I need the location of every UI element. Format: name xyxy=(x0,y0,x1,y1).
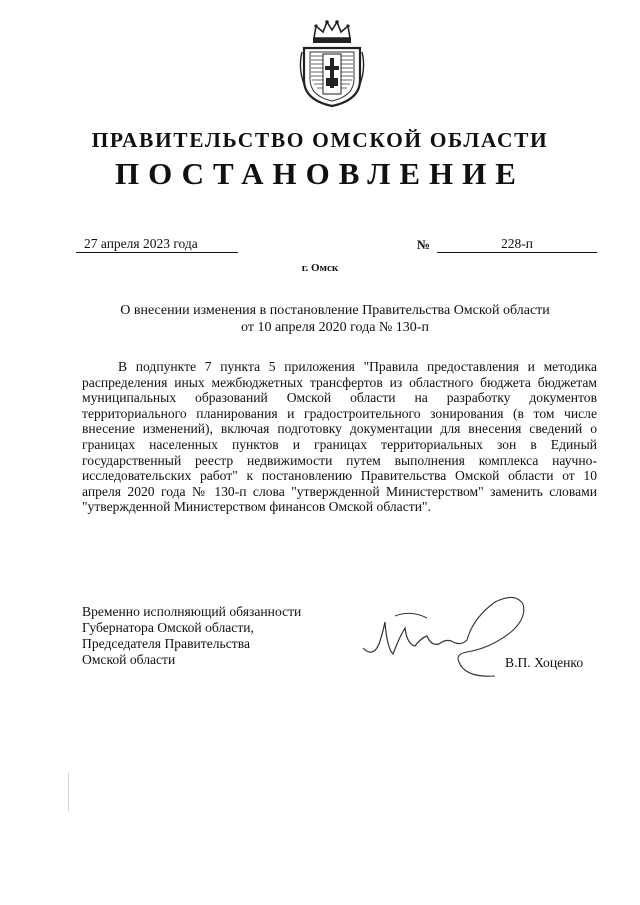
body-paragraph: В подпункте 7 пункта 5 приложения "Правила предоставления и методика распределения иных межбюджетных трансфертов из областного бюджета бюджетам муниципальных образований Омской области на разработку документов территориального планирования и градостроительного зонирования (в том числе внесение изменений), включая подготовку документации для внесения сведений о границах населенных пунктов и границах территориальных зон в Единый государственный реестр недвижимости путем выполнения комплекса научно-исследовательских работ" к постановлению Правительства Омской области от 10 апреля 2020 года № 130-п слова "утвержденной Министерством" заменить словами "утвержденной Министерством финансов Омской области". xyxy=(82,359,597,515)
document-subject xyxy=(90,302,580,336)
signer-line-3: Председателя Правительства xyxy=(82,636,250,651)
subject-line-2: от 10 апреля 2020 года № 130-п xyxy=(241,320,429,335)
number-sign: № xyxy=(417,237,431,252)
scan-margin-mark xyxy=(68,772,69,812)
signer-line-2: Губернатора Омской области, xyxy=(82,620,254,635)
government-title: ПРАВИТЕЛЬСТВО ОМСКОЙ ОБЛАСТИ xyxy=(91,128,549,152)
handwritten-signature xyxy=(355,588,530,683)
signer-line-4: Омской области xyxy=(82,652,176,667)
signer-name: В.П. Хоценко xyxy=(505,655,584,670)
subject-line-1: О внесении изменения в постановление Правительства Омской области xyxy=(120,303,550,318)
document-number: 228-п xyxy=(437,236,597,253)
signer-title-block xyxy=(82,604,382,668)
document-city: г. Омск xyxy=(301,262,339,274)
signer-line-1: Временно исполняющий обязанности xyxy=(82,604,302,619)
document-date: 27 апреля 2023 года xyxy=(76,236,238,253)
coat-of-arms-emblem xyxy=(296,18,368,108)
document-type-title: ПОСТАНОВЛЕНИЕ xyxy=(115,156,525,191)
